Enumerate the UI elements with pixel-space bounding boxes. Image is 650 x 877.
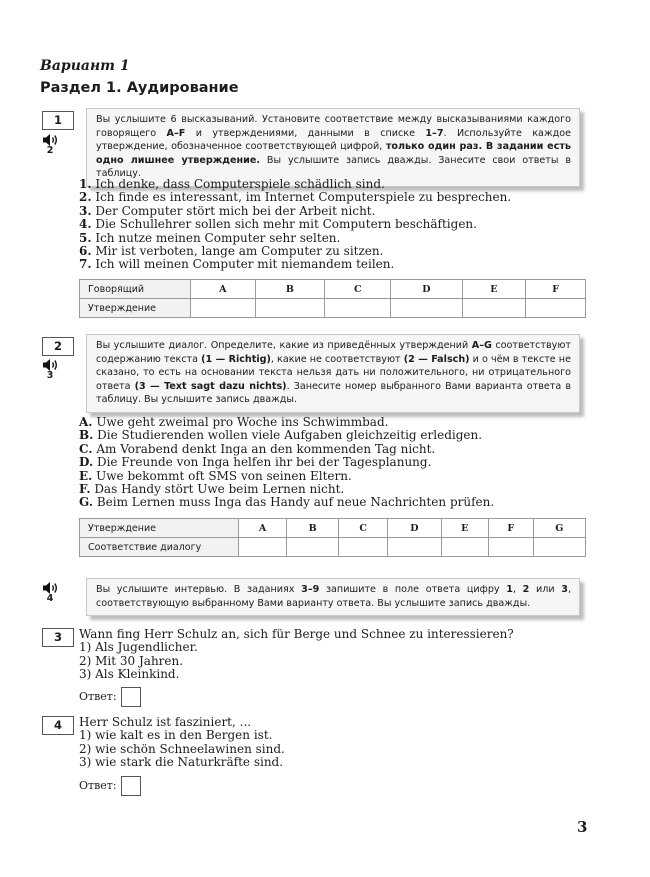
table-column-header: B [287,519,339,538]
statement-item [79,205,511,218]
statement-text: Ich nutze meinen Computer sehr selten. [91,230,341,245]
task-4-answer-box[interactable] [121,776,141,796]
table-header-row [80,280,586,299]
table-column-header: F [488,519,533,538]
instruction-text: . Используйте каждое утверждение, обозначенное соответствующей цифрой, [96,127,571,153]
statement-number: 3. [79,203,92,218]
instruction-text: . Занесите номер выбранного Вами варианта ответа в таблицу. Вы услышите запись дважды. [96,380,571,406]
statement-item [79,443,494,456]
task-4-answer [79,776,141,796]
task-2-statements [79,416,494,510]
statement-item [79,470,494,483]
task-1-statements [79,178,511,272]
task-2-audio[interactable] [42,358,64,384]
instruction-text: A–G [471,340,492,351]
statement-item [79,429,494,442]
instruction-text: 3 [561,584,568,595]
statement-item [79,416,494,429]
table-answer-row [80,299,586,318]
instruction-text: , [512,584,523,595]
instruction-text: (2 — Falsch) [403,353,470,365]
task-1-answer-table [79,279,586,318]
instruction-text: Вы услышите 6 высказываний. Установите соответствие между высказываниями каждого говорящего [96,114,571,139]
table-column-header: A [239,519,287,538]
statement-text: Am Vorabend denkt Inga an den kommenden Tag nicht. [92,441,436,456]
task-4-option-3: 3) wie stark die Naturkräfte sind. [79,755,284,770]
variant-title: Вариант 1 [40,58,130,74]
statement-text: Uwe bekommt oft SMS von seinen Eltern. [92,468,352,483]
table-answer-row [80,538,586,557]
task-1-instruction [86,108,580,187]
statement-item [79,258,511,271]
task-2-answer-table [79,518,586,557]
statement-number: 4. [79,217,92,232]
statement-text: Mir ist verboten, lange am Computer zu sitzen. [91,244,384,259]
instruction-text: , какие не соответствуют [270,353,404,365]
answer-cell[interactable] [533,538,586,557]
statement-number: 2. [79,190,92,205]
answer-label: Ответ: [79,779,117,792]
table-column-header: A [191,280,256,299]
track-number: 4 [46,593,54,604]
table-row-label: Утверждение [80,519,239,538]
track-number: 3 [46,370,54,381]
answer-cell[interactable] [526,299,586,318]
task-4-number: 4 [42,716,74,735]
task-3-option-1: 1) Als Jugendlicher. [79,640,198,655]
statement-number: C. [79,441,93,456]
instruction-text: или [529,584,562,595]
table-row-label: Говорящий [80,280,191,299]
table-column-header: D [391,280,462,299]
task-4-option-2: 2) wie schön Schneelawinen sind. [79,741,285,756]
task-2-number: 2 [42,337,74,356]
statement-number: D. [79,455,94,470]
table-header-row [80,519,586,538]
statement-number: E. [79,468,93,483]
table-column-header: F [526,280,586,299]
statement-item [79,191,511,204]
task-3-option-3: 3) Als Kleinkind. [79,667,180,682]
statement-text: Ich will meinen Computer mit niemandem teilen. [91,257,395,272]
answer-cell[interactable] [239,538,287,557]
table-column-header: B [255,280,325,299]
answer-cell[interactable] [488,538,533,557]
table-column-header: G [533,519,586,538]
instruction-text: (3 — Text sagt dazu nichts) [134,380,287,392]
section-title: Раздел 1. Аудирование [40,80,239,96]
statement-number: A. [79,415,93,429]
task-3-option-2: 2) Mit 30 Jahren. [79,653,184,668]
answer-cell[interactable] [441,538,488,557]
statement-text: Beim Lernen muss Inga das Handy auf neue Nachrichten prüfen. [93,495,495,510]
statement-item [79,245,511,258]
task-3-question-block [79,628,514,682]
instruction-text: и утверждениями, данными в списке [185,127,426,139]
instruction-text: 3–9 [301,584,320,595]
task-3-question: Wann fing Herr Schulz an, sich für Berge und Schnee zu interessieren? [79,627,514,641]
instruction-text: Вы услышите запись дважды. Занесите свои ответы в таблицу. [96,154,571,180]
table-column-header: D [388,519,441,538]
statement-item [79,178,511,191]
answer-cell[interactable] [339,538,388,557]
statement-number: 5. [79,230,92,245]
instruction-text: и о чём в тексте не сказано, то есть на основании текста нельзя дать ни положительного, ни отрицательного ответа [96,353,571,392]
statement-text: Uwe geht zweimal pro Woche ins Schwimmbad. [92,415,389,429]
answer-cell[interactable] [287,538,339,557]
task-1-audio[interactable] [42,133,64,159]
statement-text: Der Computer stört mich bei der Arbeit nicht. [91,203,376,218]
answer-cell[interactable] [191,299,256,318]
answer-cell[interactable] [325,299,391,318]
table-row-label: Соответствие диалогу [80,538,239,557]
statement-text: Die Freunde von Inga helfen ihr bei der Tagesplanung. [93,455,432,470]
answer-cell[interactable] [391,299,462,318]
interview-instruction [86,578,580,616]
statement-item [79,496,494,509]
statement-text: Ich denke, dass Computerspiele schädlich sind. [91,177,385,191]
task-1-number: 1 [42,111,74,130]
instruction-text: Вы услышите диалог. Определите, какие из приведённых утверждений [96,340,472,351]
task-2-instruction [86,334,580,413]
interview-audio[interactable] [42,581,64,607]
statement-item [79,218,511,231]
statement-number: 7. [79,257,92,272]
instruction-text: 1 [506,584,513,595]
statement-text: Die Schullehrer sollen sich mehr mit Computern beschäftigen. [91,217,477,232]
task-4-question: Herr Schulz ist fasziniert, ... [79,715,252,729]
answer-cell[interactable] [255,299,325,318]
statement-number: G. [79,495,93,510]
table-column-header: E [441,519,488,538]
page-number: 3 [577,818,588,836]
statement-number: F. [79,482,91,497]
answer-cell[interactable] [388,538,441,557]
answer-cell[interactable] [462,299,526,318]
statement-text: Das Handy stört Uwe beim Lernen nicht. [90,482,345,497]
task-4-option-1: 1) wie kalt es in den Bergen ist. [79,728,273,743]
instruction-text: Вы услышите интервью. В заданиях [96,584,302,595]
statement-number: 1. [79,177,92,191]
track-number: 2 [46,145,54,156]
statement-item [79,232,511,245]
table-row-label: Утверждение [80,299,191,318]
instruction-text: соответствуют содержанию текста [96,340,571,365]
statement-item [79,456,494,469]
table-column-header: C [325,280,391,299]
statement-number: 6. [79,244,92,259]
statement-text: Die Studierenden wollen viele Aufgaben gleichzeitig erledigen. [93,428,483,443]
instruction-text: 1–7 [425,127,444,139]
instruction-text: , соответствующую выбранному Вами варианту ответа. Вы услышите запись дважды. [96,584,572,609]
statement-item [79,483,494,496]
instruction-text: A–F [166,127,186,139]
task-3-number: 3 [42,628,74,647]
answer-label: Ответ: [79,690,117,703]
instruction-text: (1 — Richtig) [201,353,271,365]
task-3-answer-box[interactable] [121,687,141,707]
table-column-header: C [339,519,388,538]
task-3-answer [79,687,141,707]
task-4-question-block [79,716,285,770]
statement-text: Ich finde es interessant, im Internet Computerspiele zu besprechen. [91,190,512,205]
instruction-text: только один раз. В задании есть одно лишнее утверждение. [96,141,572,166]
instruction-text: запишите в поле ответа цифру [319,584,507,595]
table-column-header: E [462,280,526,299]
statement-number: B. [79,428,94,443]
instruction-text: 2 [522,584,530,595]
